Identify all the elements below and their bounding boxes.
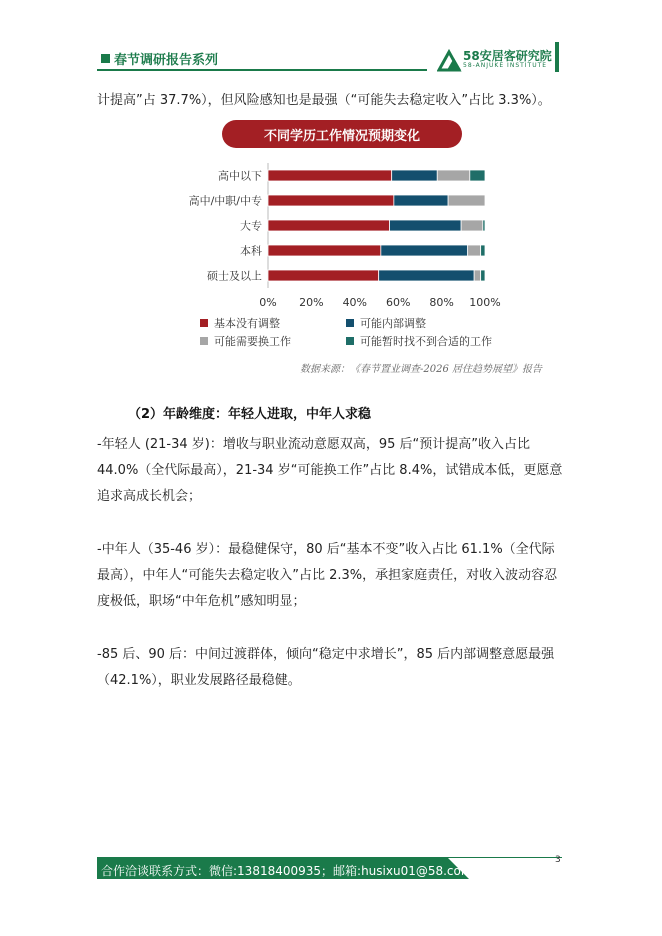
bar-segment [468,245,481,256]
logo-bar [555,42,559,72]
category-label: 高中/中职/中专 [188,194,262,208]
bar-segment [390,220,462,231]
bar-segment [474,270,481,281]
logo-subtext: 58-ANJUKE INSTITUTE [463,62,548,69]
legend-item [346,333,492,349]
bar-segment [268,170,392,181]
legend-label: 可能暂时找不到合适的工作 [360,335,492,348]
legend-label: 可能需要换工作 [214,335,291,348]
bar-segment [481,245,485,256]
transition-paragraph: -85 后、90 后：中间过渡群体，倾向“稳定中求增长”，85 后内部调整意愿最强（42.1%），职业发展路径最稳健。 [97,647,555,688]
series-title: 春节调研报告系列 [114,53,219,68]
x-tick-label: 60% [385,296,411,309]
bar-segment [268,220,390,231]
bar-segment [379,270,474,281]
chart-source: 数据来源：《春节置业调查-2026 居住趋势展望》报告 [300,364,543,375]
middle-aged-paragraph: -中年人（35-46 岁）：最稳健保守，80 后“基本不变”收入占比 61.1%（全代际最高），中年人“可能失去稳定收入”占比 2.3%，承担家庭责任，对收入波动容忍度极低，职场“中年危机”感知明显； [97,542,558,609]
category-label: 本科 [240,244,262,258]
category-label: 高中以下 [218,169,262,183]
category-label: 硕士及以上 [207,269,262,283]
young-paragraph: -年轻人 (21-34 岁)：增收与职业流动意愿双高，95 后“预计提高”收入占比 44.0%（全代际最高），21-34 岁“可能换工作”占比 8.4%，试错成本低，更愿意追求高成长机会； [97,437,563,504]
x-tick-label: 40% [342,296,368,309]
section-title: （2）年龄维度：年轻人进取，中年人求稳 [128,407,372,422]
bar-segment [448,195,485,206]
legend-swatch [346,337,354,345]
x-tick-label: 100% [469,296,501,309]
header-rule [97,69,427,71]
bar-segment [394,195,448,206]
bar-segment [268,245,381,256]
bar-segment [268,195,394,206]
x-tick-label: 0% [259,296,277,309]
bar-segment [461,220,483,231]
bar-segment [437,170,470,181]
legend-label: 基本没有调整 [214,317,280,330]
chart-title: 不同学历工作情况预期变化 [222,120,462,148]
category-label: 大专 [240,219,262,233]
page-number: 3 [555,855,561,865]
page-header [0,0,662,80]
footer-contact: 合作洽谈联系方式：微信:13818400935；邮箱:husixu01@58.com； [101,864,485,878]
bar-segment [483,220,485,231]
legend-swatch [346,319,354,327]
bar-segment [481,270,485,281]
legend-swatch [200,337,208,345]
legend-label: 可能内部调整 [360,317,426,330]
x-tick-label: 80% [429,296,454,309]
intro-paragraph: 计提高”占 37.7%），但风险感知也是最强（“可能失去稳定收入”占比 3.3%）。 [97,93,551,108]
bar-segment [381,245,468,256]
header-square-icon [101,54,110,63]
logo-text: 58安居客研究院 [463,49,552,63]
legend-item [346,315,426,331]
legend-item [200,333,291,349]
legend-swatch [200,319,208,327]
bar-segment [470,170,485,181]
bar-segment [268,270,379,281]
stacked-bar-chart [180,155,510,330]
bar-segment [392,170,438,181]
legend-item [200,315,280,331]
x-tick-label: 20% [299,296,324,309]
